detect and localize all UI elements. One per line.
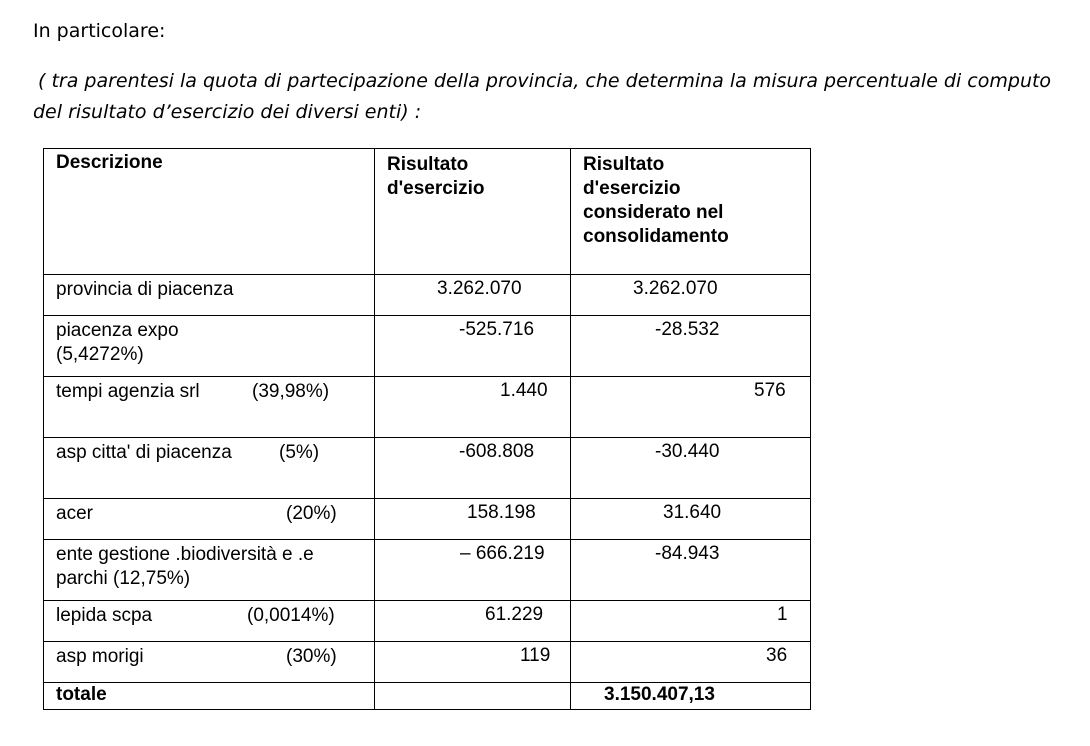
header-descrizione: Descrizione — [44, 149, 375, 275]
row-risultato: -608.808 — [375, 438, 571, 499]
row-description: tempi agenzia srl (39,98%) — [44, 377, 375, 438]
row-description: asp morigi (30%) — [44, 642, 375, 683]
total-risultato — [375, 683, 571, 710]
table-row — [44, 499, 811, 540]
row-percent: (0,0014%) — [247, 605, 335, 626]
table-row — [44, 316, 811, 377]
row-risultato: 61.229 — [375, 601, 571, 642]
total-label: totale — [44, 683, 375, 710]
table-row — [44, 438, 811, 499]
row-description: asp citta' di piacenza (5%) — [44, 438, 375, 499]
table-row — [44, 540, 811, 601]
row-description: provincia di piacenza — [44, 275, 375, 316]
row-percent: (5%) — [279, 442, 320, 463]
note-paragraph — [33, 66, 1063, 128]
table-row — [44, 377, 811, 438]
table-total-row — [44, 683, 811, 710]
intro-text: In particolare: — [33, 20, 166, 42]
row-percent: (20%) — [286, 503, 337, 524]
row-consolidato: -28.532 — [571, 316, 811, 377]
row-risultato: 158.198 — [375, 499, 571, 540]
row-description: ente gestione .biodiversità e .e parchi (12,75%) — [44, 540, 375, 601]
row-description: piacenza expo (5,4272%) — [44, 316, 375, 377]
row-consolidato: 3.262.070 — [571, 275, 811, 316]
row-consolidato: -84.943 — [571, 540, 811, 601]
row-percent: (30%) — [286, 646, 337, 667]
table-header-row — [44, 149, 811, 275]
row-risultato: 119 — [375, 642, 571, 683]
row-percent: (39,98%) — [252, 381, 330, 402]
table-row — [44, 642, 811, 683]
row-description: lepida scpa (0,0014%) — [44, 601, 375, 642]
row-consolidato: 576 — [571, 377, 811, 438]
total-consolidato: 3.150.407,13 — [571, 683, 811, 710]
row-consolidato: 36 — [571, 642, 811, 683]
note-line-2: del risultato d’esercizio dei diversi enti) : — [33, 101, 422, 123]
note-line-1: ( tra parentesi la quota di partecipazione della provincia, che determina la misura percentuale di computo — [38, 70, 1052, 92]
row-risultato: 3.262.070 — [375, 275, 571, 316]
header-risultato: Risultato d'esercizio — [375, 149, 571, 275]
row-consolidato: 31.640 — [571, 499, 811, 540]
row-risultato: -525.716 — [375, 316, 571, 377]
row-description: acer (20%) — [44, 499, 375, 540]
row-consolidato: 1 — [571, 601, 811, 642]
header-consolidato: Risultato d'esercizio considerato nel consolidamento — [571, 149, 811, 275]
row-risultato: 1.440 — [375, 377, 571, 438]
row-risultato: – 666.219 — [375, 540, 571, 601]
table-row — [44, 601, 811, 642]
table-row — [44, 275, 811, 316]
row-consolidato: -30.440 — [571, 438, 811, 499]
results-table — [43, 148, 811, 710]
